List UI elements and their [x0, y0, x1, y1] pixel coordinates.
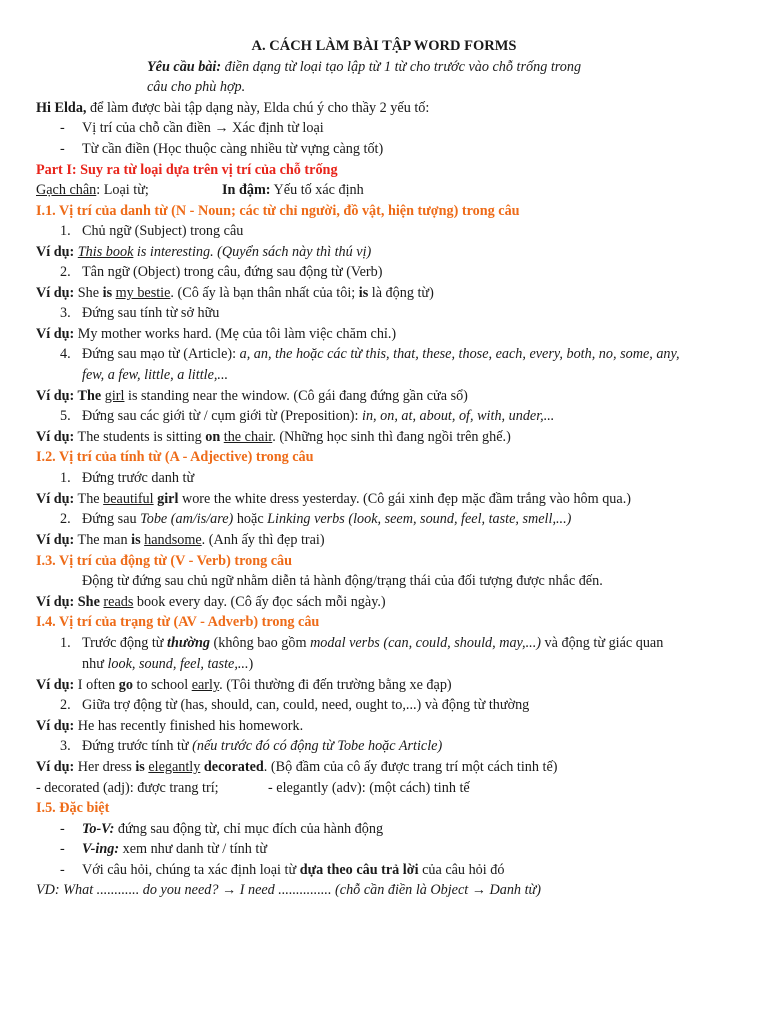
- example: Ví dụ: The beautiful girl wore the white dress yesterday. (Cô gái xinh đẹp mặc đầm trắng vào hôm qua.): [36, 491, 631, 507]
- page-title: A. CÁCH LÀM BÀI TẬP WORD FORMS: [251, 38, 517, 54]
- example: Ví dụ: Her dress is elegantly decorated. (Bộ đầm của cô ấy được trang trí một cách tinh tế): [36, 759, 558, 775]
- tip-2: Từ cần điền (Học thuộc càng nhiều từ vựng càng tốt): [82, 141, 384, 157]
- requirement-line-2: câu cho phù hợp.: [147, 79, 246, 95]
- section-heading-noun: I.1. Vị trí của danh từ (N - Noun; các từ chỉ người, đồ vật, hiện tượng) trong câu: [36, 203, 520, 219]
- item-text: Đứng sau Tobe (am/is/are) hoặc Linking verbs (look, seem, sound, feel, taste, smell,...): [82, 511, 572, 527]
- item-text: Đứng trước danh từ: [82, 470, 195, 486]
- item-text: Giữa trợ động từ (has, should, can, could, need, ought to,...) và động từ thường: [82, 697, 530, 713]
- example: Ví dụ: The students is sitting on the chair. (Những học sinh thì đang ngồi trên ghế.): [36, 429, 511, 445]
- section-heading-special: I.5. Đặc biệt: [36, 800, 110, 816]
- item-text: Đứng sau các giới từ / cụm giới từ (Preposition): in, on, at, about, of, with, under,...: [82, 408, 555, 424]
- note: [36, 778, 768, 798]
- item-text: Đứng sau mạo từ (Article): a, an, the hoặc các từ this, that, these, those, each, every, both, no, some, any,: [82, 346, 680, 362]
- section-description: Động từ đứng sau chủ ngữ nhằm diễn tả hành động/trạng thái của đối tượng được nhắc đến.: [82, 573, 603, 589]
- example: Ví dụ: She reads book every day. (Cô ấy đọc sách mỗi ngày.): [36, 594, 386, 610]
- item-text: Đứng sau tính từ sở hữu: [82, 305, 220, 321]
- final-example: VD: What ............ do you need? → I need ............... (chỗ cần điền là Object → Danh từ): [36, 882, 541, 898]
- part-heading: Part I: Suy ra từ loại dựa trên vị trí của chỗ trống: [36, 162, 338, 178]
- example: Ví dụ: He has recently finished his homework.: [36, 718, 304, 734]
- legend: [36, 180, 768, 200]
- example: Ví dụ: The girl is standing near the window. (Cô gái đang đứng gần cửa sổ): [36, 388, 468, 404]
- requirement-line-1: [147, 57, 768, 77]
- greeting-name: Hi Elda,: [36, 100, 87, 116]
- item-text: Chủ ngữ (Subject) trong câu: [82, 223, 244, 239]
- example: Ví dụ: The man is handsome. (Anh ấy thì đẹp trai): [36, 532, 325, 548]
- note-2: - elegantly (adv): (một cách) tinh tế: [268, 780, 470, 796]
- greeting: [36, 98, 768, 118]
- legend-bold-label: In đậm:: [222, 182, 271, 198]
- example-label: Ví dụ:: [36, 244, 75, 260]
- item-text: Trước động từ thường (không bao gồm modal verbs (can, could, should, may,...) và động từ giác quan: [82, 635, 664, 651]
- requirement-text-1: điền dạng từ loại tạo lập từ 1 từ cho trước vào chỗ trống trong: [221, 59, 582, 75]
- greeting-text: để làm được bài tập dạng này, Elda chú ý cho thầy 2 yếu tố:: [86, 100, 430, 116]
- example: Ví dụ: My mother works hard. (Mẹ của tôi làm việc chăm chỉ.): [36, 326, 397, 342]
- tip-1: Vị trí của chỗ cần điền → Xác định từ loại: [82, 120, 324, 136]
- item-text: Đứng trước tính từ (nếu trước đó có động từ Tobe hoặc Article): [82, 738, 443, 754]
- note-1: - decorated (adj): được trang trí;: [36, 780, 219, 796]
- item-continuation: như look, sound, feel, taste,...): [82, 656, 254, 672]
- example: Ví dụ: I often go to school early. (Tôi thường đi đến trường bằng xe đạp): [36, 677, 452, 693]
- section-heading-verb: I.3. Vị trí của động từ (V - Verb) trong câu: [36, 553, 293, 569]
- requirement-label: Yêu cầu bài:: [147, 59, 222, 75]
- item-continuation: few, a few, little, a little,...: [82, 367, 229, 383]
- legend-bold-text: Yếu tố xác định: [270, 182, 364, 198]
- example: Ví dụ: She is my bestie. (Cô ấy là bạn thân nhất của tôi; is là động từ): [36, 285, 434, 301]
- legend-underline-text: : Loại từ;: [96, 182, 149, 198]
- example: Ví dụ: This book is interesting. (Quyển sách này thì thú vị): [36, 244, 372, 260]
- section-heading-adverb: I.4. Vị trí của trạng từ (AV - Adverb) trong câu: [36, 614, 320, 630]
- legend-underline-label: Gạch chân: [36, 182, 97, 198]
- item-text: Tân ngữ (Object) trong câu, đứng sau động từ (Verb): [82, 264, 383, 280]
- section-heading-adjective: I.2. Vị trí của tính từ (A - Adjective) trong câu: [36, 449, 314, 465]
